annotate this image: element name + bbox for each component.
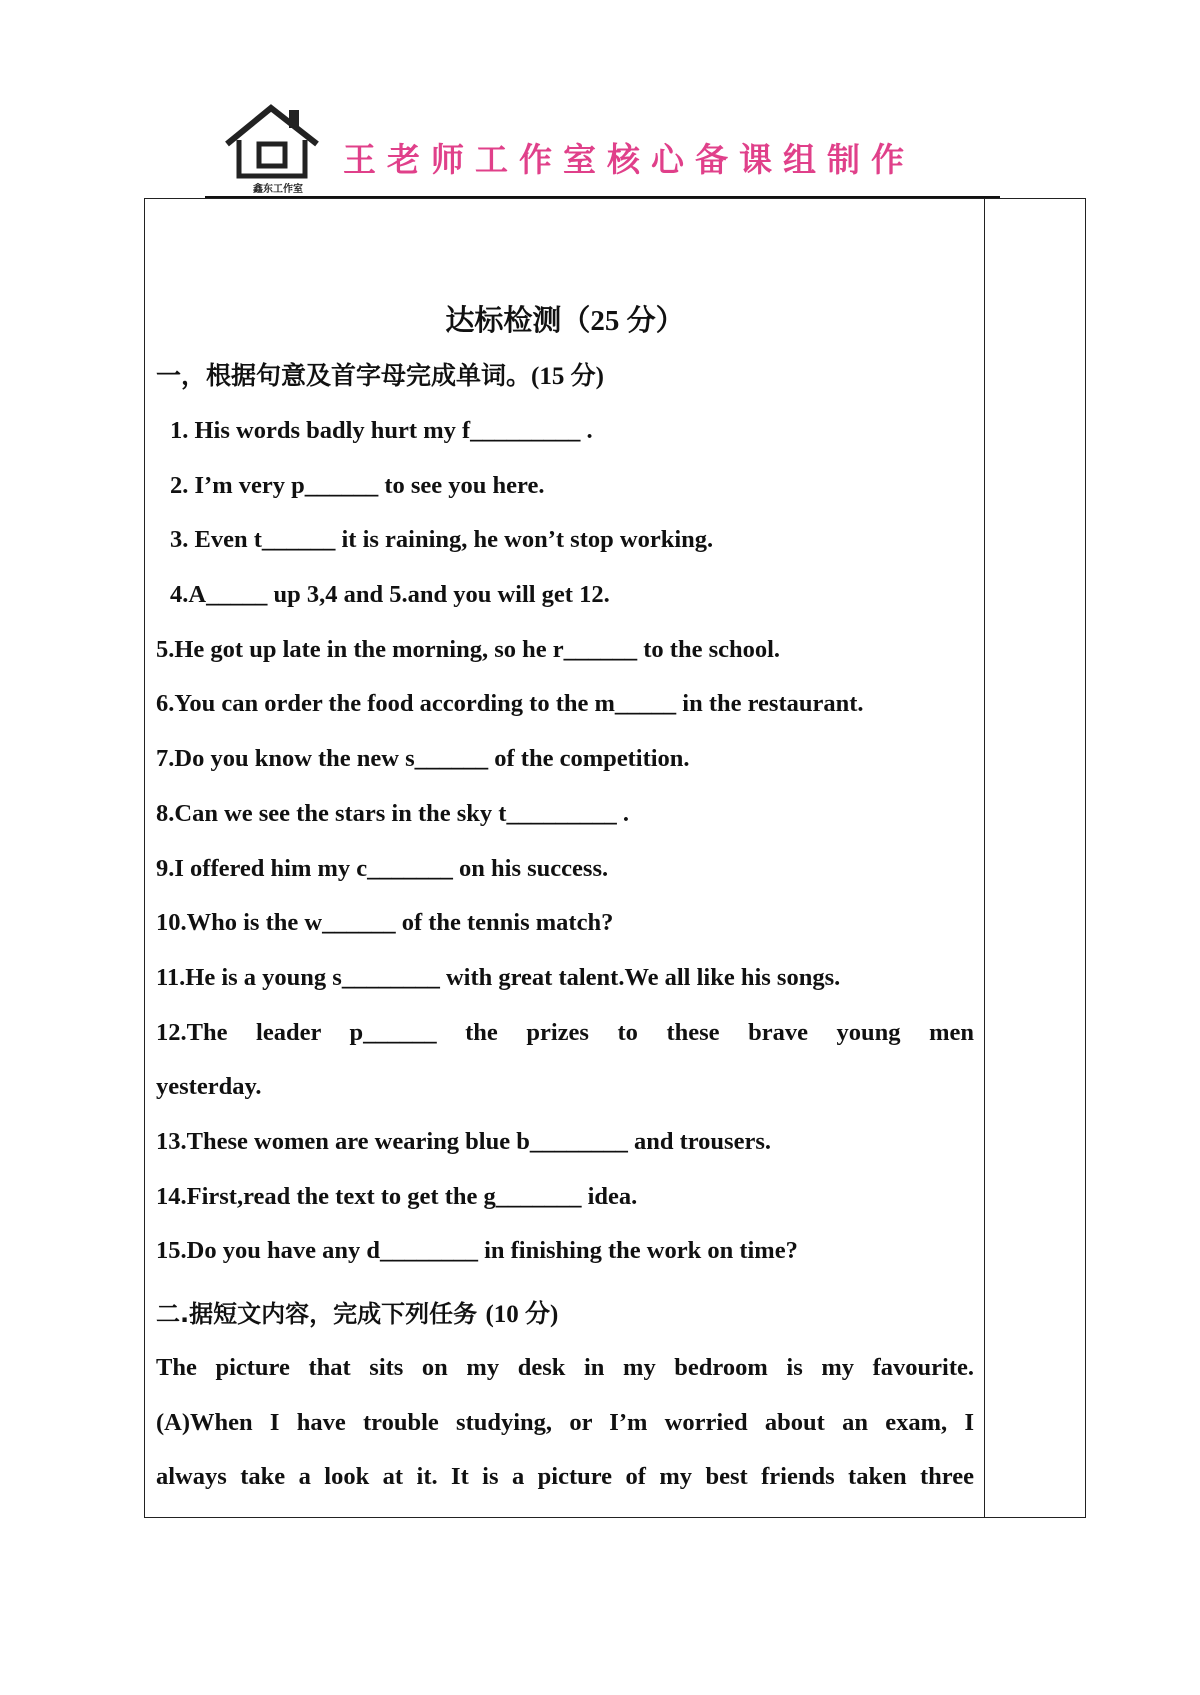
passage-line: The picture that sits on my desk in my bedroom is my favourite. <box>156 1354 974 1381</box>
question-line: 5.He got up late in the morning, so he r______ to the school. <box>156 635 781 663</box>
part2-heading-text: 二.据短文内容，完成下列任务 <box>156 1300 478 1328</box>
page-header <box>205 92 1005 200</box>
question-line: 4.A_____ up 3,4 and 5.and you will get 12. <box>170 581 610 609</box>
brand-text: 王老师工作室核心备课组制作 <box>343 140 915 179</box>
question-line: 13.These women are wearing blue b________ and trousers. <box>156 1127 772 1155</box>
passage-line: (A)When I have trouble studying, or I’m worried about an exam, I <box>156 1408 974 1436</box>
question-line: 1. His words badly hurt my f_________ . <box>170 417 593 444</box>
question-line: 2. I’m very p______ to see you here. <box>170 471 545 499</box>
logo-caption: 鑫东工作室 <box>253 184 303 195</box>
question-line: 6.You can order the food according to the m_____ in the restaurant. <box>156 690 864 718</box>
part2-heading <box>156 1279 974 1341</box>
question-line: 15.Do you have any d________ in finishing the work on time? <box>156 1237 798 1265</box>
table-column-divider <box>984 198 985 1518</box>
house-logo-icon <box>221 100 325 198</box>
question-line: 9.I offered him my c_______ on his success. <box>156 854 609 882</box>
question-line: 8.Can we see the stars in the sky t_________ . <box>156 799 629 827</box>
question-line: 3. Even t______ it is raining, he won’t stop working. <box>170 526 714 554</box>
question-line: 10.Who is the w______ of the tennis match? <box>156 909 614 937</box>
question-line: 7.Do you know the new s______ of the competition. <box>156 745 690 773</box>
passage-line: always take a look at it. It is a picture of my best friends taken three <box>156 1463 974 1491</box>
part2-points: (10 分) <box>485 1301 559 1328</box>
page-title: 达标检测（25 分） <box>445 305 685 337</box>
part1-heading: 一，根据句意及首字母完成单词。(15 分) <box>156 363 604 390</box>
question-line: 11.He is a young s________ with great talent.We all like his songs. <box>156 963 841 991</box>
question-line: 12.The leader p______ the prizes to these brave young men <box>156 1018 974 1046</box>
question-line: 14.First,read the text to get the g_______ idea. <box>156 1182 638 1210</box>
worksheet-content <box>156 298 974 1505</box>
question-line: yesterday. <box>156 1073 262 1101</box>
